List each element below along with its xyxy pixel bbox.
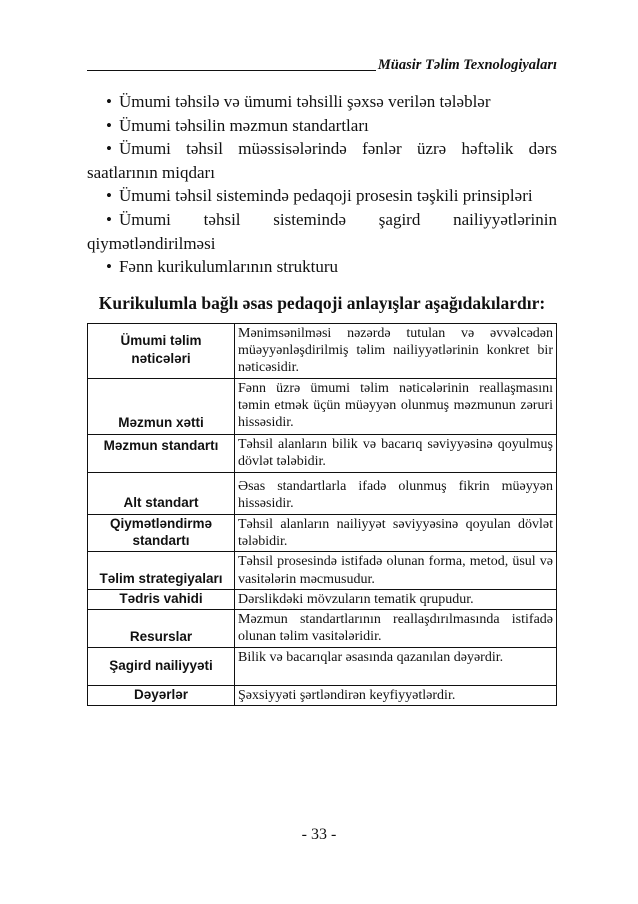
table-row: [88, 648, 557, 686]
terms-table: [87, 323, 557, 707]
term-cell: Alt standart: [88, 472, 235, 514]
term-cell: Resurslar: [88, 610, 235, 648]
definition-cell: Əsas standartlarla ifadə olunmuş fikrin müəyyən hissəsidir.: [235, 472, 557, 514]
bullet-item: • Ümumi təhsil müəssisələrində fənlər üzrə həftəlik dərs saatlarının miqdarı: [87, 137, 557, 184]
term-cell: Şagird nailiyyəti: [88, 648, 235, 686]
definition-cell: Təhsil alanların bilik və bacarıq səviyyəsinə qoyulmuş dövlət tələbidir.: [235, 434, 557, 472]
definition-cell: Bilik və bacarıqlar əsasında qazanılan dəyərdir.: [235, 648, 557, 686]
table-row: [88, 686, 557, 706]
table-row: [88, 323, 557, 378]
table-row: [88, 514, 557, 552]
definition-cell: Dərslikdəki mövzuların tematik qrupudur.: [235, 589, 557, 609]
bullet-item: • Ümumi təhsil sistemində şagird nailiyyətlərinin qiymətləndirilməsi: [87, 208, 557, 255]
bullet-item: • Ümumi təhsilə və ümumi təhsilli şəxsə verilən tələblər: [87, 90, 557, 114]
bullet-list: [87, 90, 557, 279]
page-number: - 33 -: [301, 826, 337, 843]
table-row: [88, 434, 557, 472]
book-page: [87, 52, 557, 706]
term-cell: Məzmun xətti: [88, 378, 235, 434]
header-rule: [87, 70, 376, 71]
bullet-item: • Ümumi təhsilin məzmun standartları: [87, 114, 557, 138]
header-title: Müasir Təlim Texnologiyaları: [377, 57, 557, 73]
term-cell: Tədris vahidi: [88, 589, 235, 609]
term-cell: Dəyərlər: [88, 686, 235, 706]
bullet-item: • Ümumi təhsil sistemində pedaqoji prosesin təşkili prinsipləri: [87, 184, 557, 208]
bullet-item: • Fənn kurikulumlarının strukturu: [87, 255, 557, 279]
definition-cell: Fənn üzrə ümumi təlim nəticələrinin reallaşmasını təmin etmək üçün müəyyən olunmuş məzmunun zəruri hissəsidir.: [235, 378, 557, 434]
running-header: [87, 52, 557, 74]
table-row: [88, 472, 557, 514]
definition-cell: Təhsil alanların nailiyyət səviyyəsinə qoyulan dövlət tələbidir.: [235, 514, 557, 552]
definition-cell: Məzmun standartlarının reallaşdırılmasında istifadə olunan təlim vasitələridir.: [235, 610, 557, 648]
definition-cell: Təhsil prosesində istifadə olunan forma, metod, üsul və vasitələrin məcmusudur.: [235, 552, 557, 590]
term-cell: Məzmun standartı: [88, 434, 235, 472]
definition-cell: Mənimsənilməsi nəzərdə tutulan və əvvəlcədən müəyyənləşdirilmiş təlim nailiyyətlərinin konkret bir nəticəsidir.: [235, 323, 557, 378]
table-row: [88, 610, 557, 648]
section-title: Kurikulumla bağlı əsas pedaqoji anlayışlar aşağıdakılardır:: [98, 292, 546, 313]
term-cell: Ümumi təlim nəticələri: [88, 323, 235, 378]
term-cell: Qiymətləndirmə standartı: [88, 514, 235, 552]
table-row: [88, 589, 557, 609]
definition-cell: Şəxsiyyəti şərtləndirən keyfiyyətlərdir.: [235, 686, 557, 706]
table-row: [88, 378, 557, 434]
term-cell: Təlim strategiyaları: [88, 552, 235, 590]
table-row: [88, 552, 557, 590]
